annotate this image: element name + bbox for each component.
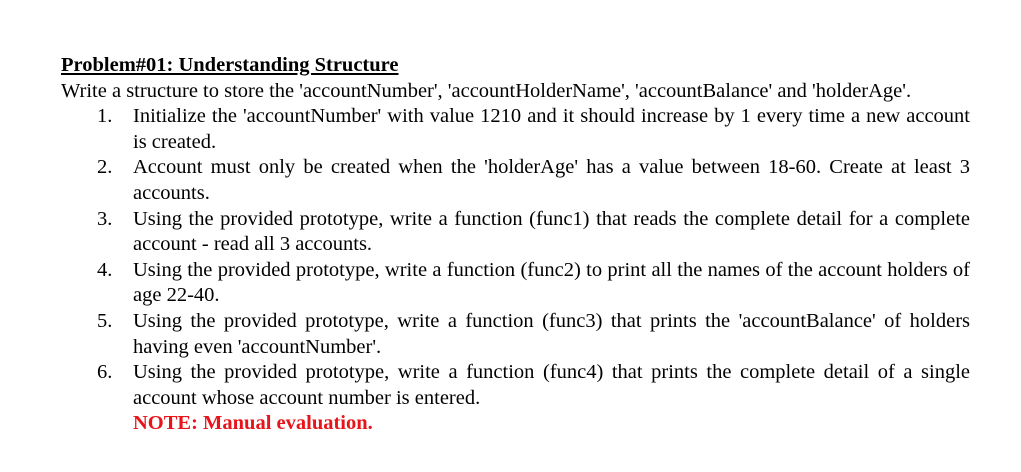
note-manual-evaluation: NOTE: Manual evaluation. <box>133 412 373 435</box>
problem-intro: Write a structure to store the 'accountNumber', 'accountHolderName', 'accountBalance' and 'holderAge'. <box>61 79 912 102</box>
task-item <box>61 155 970 206</box>
task-number: 2. <box>97 156 113 179</box>
task-item <box>61 207 970 258</box>
task-item <box>61 258 970 309</box>
task-number: 1. <box>97 105 113 128</box>
task-item <box>61 360 970 411</box>
task-item <box>61 104 970 155</box>
task-text: Initialize the 'accountNumber' with value 1210 and it should increase by 1 every time a new account is created. <box>133 105 970 153</box>
problem-title: Problem#01: Understanding Structure <box>61 54 399 76</box>
task-number: 4. <box>97 258 113 281</box>
task-text: Using the provided prototype, write a function (func3) that prints the 'accountBalance' of holders having even 'accountNumber'. <box>133 309 970 358</box>
task-text: Using the provided prototype, write a function (func1) that reads the complete detail for a complete account - read all 3 accounts. <box>133 207 970 256</box>
task-text: Using the provided prototype, write a function (func4) that prints the complete detail of a single account whose account number is entered. <box>133 361 970 409</box>
task-list <box>61 104 970 411</box>
task-item <box>61 309 970 360</box>
task-number: 5. <box>97 309 113 332</box>
task-text: Using the provided prototype, write a function (func2) to print all the names of the account holders of age 22-40. <box>133 258 970 307</box>
task-number: 6. <box>97 361 113 384</box>
problem-document <box>61 53 970 437</box>
task-number: 3. <box>97 207 113 230</box>
task-text: Account must only be created when the 'holderAge' has a value between 18-60. Create at least 3 accounts. <box>133 156 970 204</box>
